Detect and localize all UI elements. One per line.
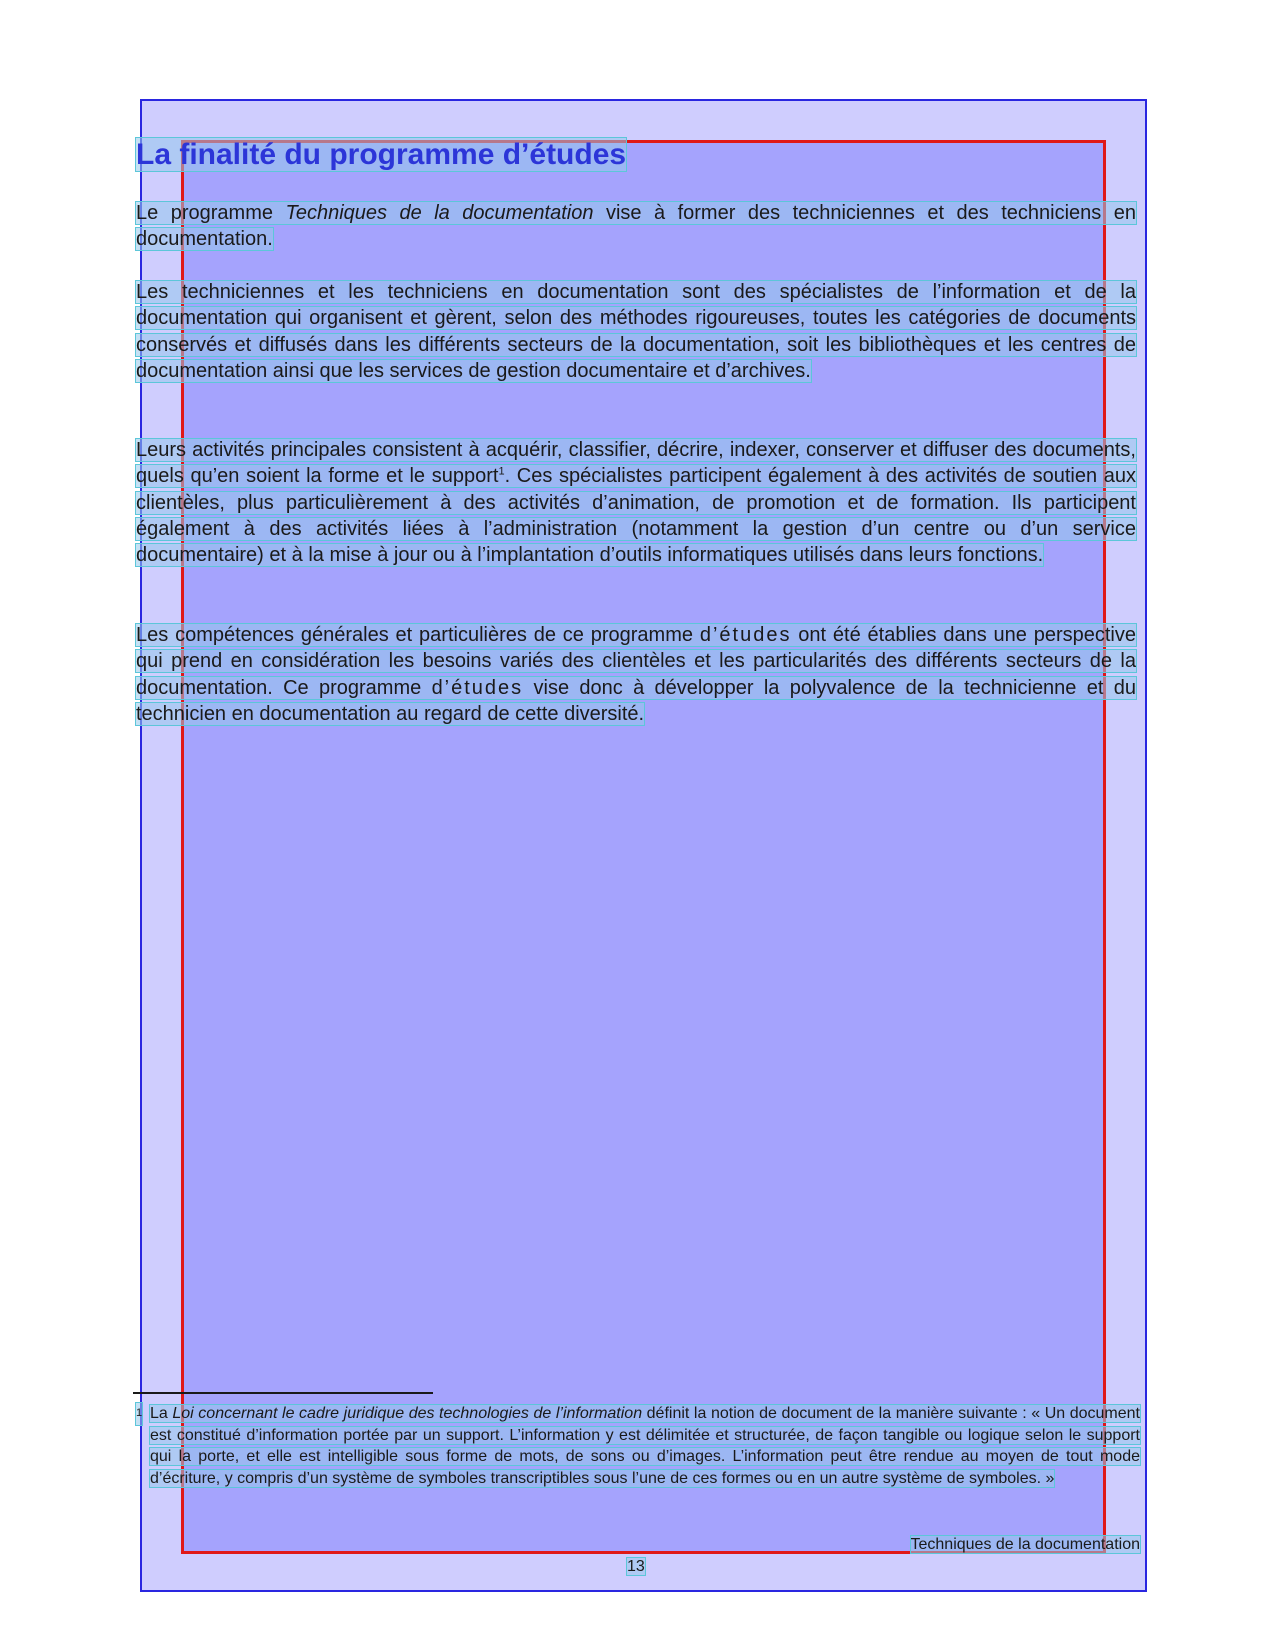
footnote-text: La Loi concernant le cadre juridique des technologies de l’information définit la notion de document de la manière suivante : « Un document est constitué d’information portée par un support. L’information y est délimitée et structurée, de façon tangible ou logique selon le support qui la porte, et elle est intelligible sous forme de mots, de sons ou d’images. L’information peut être rendue au moyen de tout mode d’écriture, y compris d’un système de symboles transcriptibles sous l’une de ces formes ou en un autre système de symboles. » <box>150 1405 1140 1487</box>
footnote <box>136 1403 1140 1489</box>
paragraph-specialists <box>136 279 1136 384</box>
page-title: La finalité du programme d’études <box>136 138 627 171</box>
page-number: 13 <box>627 1558 645 1575</box>
paragraph-text: Leurs activités principales consistent à acquérir, classifier, décrire, indexer, conserver et diffuser des documents, quels qu’en soient la forme et le support$^1$. Ces spécialistes participent également à des activités de soutien aux clientèles, plus particulièrement à des activités d’animation, de promotion et de formation. Ils participent également à des activités liées à l’administration (notamment la gestion d’un centre ou d’un service documentaire) et à la mise à jour ou à l’implantation d’outils informatiques utilisés dans leurs fonctions. <box>136 439 1136 567</box>
paragraph-text: Les compétences générales et particulières de ce programme d’études ont été établies dans une perspective qui prend en considération les besoins variés des clientèles et les particularités des différents secteurs de la documentation. Ce programme d’études vise donc à développer la polyvalence de la technicienne et du technicien en documentation au regard de cette diversité. <box>136 624 1137 725</box>
law-title: Loi concernant le cadre juridique des technologies de l’information <box>172 1405 643 1422</box>
paragraph-program-purpose <box>136 200 1136 253</box>
paragraph-activities <box>136 437 1136 568</box>
paragraph-text: Les techniciennes et les techniciens en documentation sont des spécialistes de l’information et de la documentation qui organisent et gèrent, selon des méthodes rigoureuses, toutes les catégories de documents conservés et diffusés dans les différents secteurs de la documentation, soit les bibliothèques et les centres de documentation ainsi que les services de gestion documentaire et d’archives. <box>136 281 1136 382</box>
footnote-number: 1 <box>136 1403 142 1425</box>
running-footer: Techniques de la documentation <box>910 1536 1140 1553</box>
footnote-reference: 1 <box>498 465 505 478</box>
paragraph-competencies <box>136 622 1136 727</box>
program-name: Techniques de la documentation <box>285 202 594 224</box>
paragraph-text: Le programme Techniques de la documentation vise à former des techniciennes et des techniciens en documentation. <box>136 202 1136 251</box>
footnote-separator <box>133 1392 433 1394</box>
